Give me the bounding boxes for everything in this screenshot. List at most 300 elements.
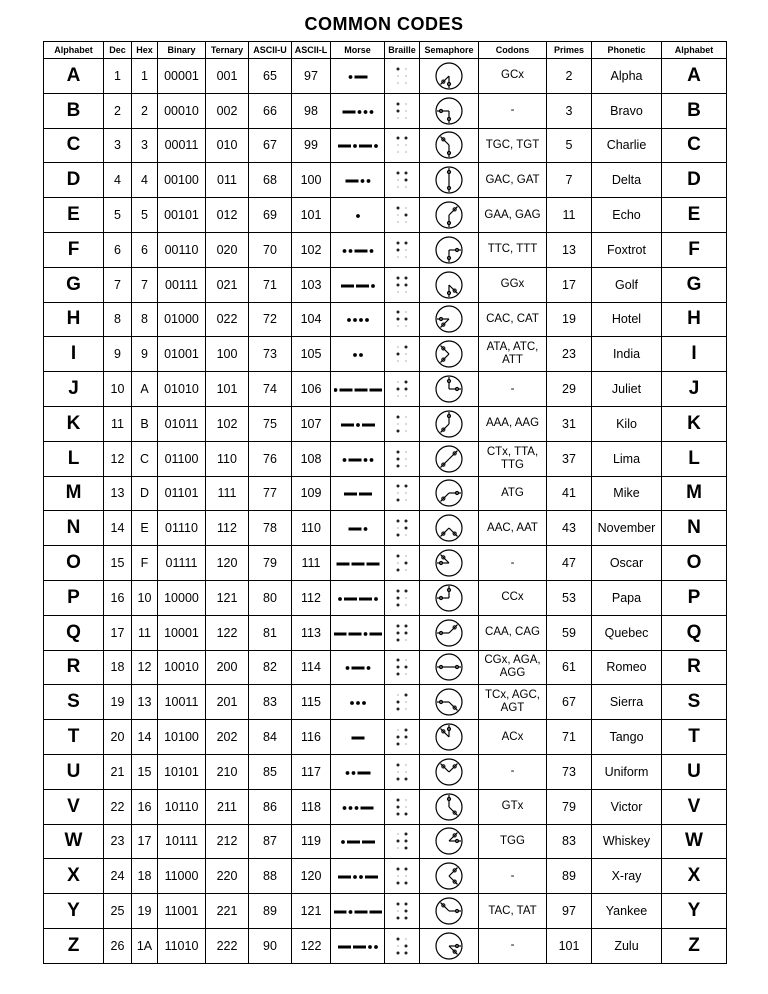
dec-cell: 4 [104,163,132,198]
morse-dash [351,667,364,670]
ascii-lower-cell: 108 [292,441,331,476]
morse-code-icon [334,802,382,812]
header-codons: Codons [479,42,547,59]
semaphore-icon [434,618,464,648]
braille-cell-icon [395,934,409,958]
table-row [44,441,727,476]
binary-cell: 10011 [158,685,206,720]
letter-cell-right: U [662,754,727,789]
hex-cell: 1 [132,59,158,94]
phonetic-cell: Echo [592,198,662,233]
header-ascii-u: ASCII-U [249,42,292,59]
semaphore-cell [420,59,479,94]
morse-dot [350,701,354,705]
morse-dot [334,388,337,392]
phonetic-cell: Papa [592,580,662,615]
codons-cell: - [479,859,547,894]
letter-cell-right: J [662,372,727,407]
braille-dot-flat [405,806,407,808]
morse-cell [331,302,385,337]
table-row [44,546,727,581]
letter-cell: Q [44,615,104,650]
morse-dot [369,249,373,253]
morse-dot [363,632,367,636]
codons-cell: - [479,546,547,581]
morse-dot [356,214,360,218]
table-row [44,232,727,267]
braille-dot-flat [405,743,407,745]
semaphore-cell [420,789,479,824]
hex-cell: 8 [132,302,158,337]
braille-dot-raised [397,137,400,140]
morse-dash [345,180,358,183]
ascii-upper-cell: 85 [249,754,292,789]
hex-cell: 13 [132,685,158,720]
phonetic-cell: Romeo [592,650,662,685]
morse-dot [359,319,363,323]
semaphore-icon [434,861,464,891]
semaphore-cell [420,685,479,720]
table-row [44,163,727,198]
braille-dot-raised [405,179,408,182]
codons-cell: - [479,372,547,407]
ascii-lower-cell: 97 [292,59,331,94]
morse-dash [341,423,354,426]
braille-dot-raised [405,694,408,697]
morse-dash [369,632,382,635]
prime-cell: 29 [547,372,592,407]
ascii-upper-cell: 74 [249,372,292,407]
ternary-cell: 220 [206,859,249,894]
braille-dot-raised [405,276,408,279]
ternary-cell: 010 [206,128,249,163]
dec-cell: 14 [104,511,132,546]
morse-dot [342,249,346,253]
ascii-upper-cell: 79 [249,546,292,581]
table-row [44,511,727,546]
table-row [44,337,727,372]
letter-cell-right: C [662,128,727,163]
braille-dot-raised [405,729,408,732]
letter-cell: G [44,267,104,302]
hex-cell: 5 [132,198,158,233]
ascii-upper-cell: 83 [249,685,292,720]
semaphore-cell [420,406,479,441]
braille-dot-raised [397,457,400,460]
letter-cell: N [44,511,104,546]
table-row [44,128,727,163]
morse-dash [353,945,366,948]
braille-cell [385,859,420,894]
prime-cell: 53 [547,580,592,615]
braille-cell [385,511,420,546]
letter-cell: I [44,337,104,372]
braille-dot-raised [397,318,400,321]
braille-cell-icon [395,829,409,853]
morse-code-icon [334,697,382,707]
morse-dot [341,841,345,845]
semaphore-icon [434,757,464,787]
letter-cell-right: X [662,859,727,894]
braille-cell-icon [395,133,409,157]
braille-cell-icon [395,516,409,540]
semaphore-cell [420,928,479,963]
morse-dash [348,458,361,461]
table-row [44,789,727,824]
dec-cell: 6 [104,232,132,267]
semaphore-icon [434,409,464,439]
morse-cell [331,894,385,929]
braille-dot-flat [405,569,407,571]
table-row [44,824,727,859]
semaphore-icon [434,896,464,926]
semaphore-cell [420,580,479,615]
prime-cell: 31 [547,406,592,441]
table-row [44,59,727,94]
morse-dot [342,806,346,810]
hex-cell: 4 [132,163,158,198]
prime-cell: 47 [547,546,592,581]
braille-dot-raised [405,241,408,244]
semaphore-cell [420,232,479,267]
semaphore-cell [420,546,479,581]
semaphore-icon [434,548,464,578]
braille-cell [385,59,420,94]
ascii-lower-cell: 117 [292,754,331,789]
morse-cell [331,163,385,198]
binary-cell: 10110 [158,789,206,824]
braille-dot-flat [405,360,407,362]
braille-dot-raised [405,840,408,843]
braille-cell-icon [395,168,409,192]
ascii-lower-cell: 115 [292,685,331,720]
braille-dot-raised [405,944,408,947]
braille-dot-raised [397,464,400,467]
braille-cell [385,302,420,337]
binary-cell: 01001 [158,337,206,372]
braille-dot-raised [397,951,400,954]
semaphore-cell [420,372,479,407]
semaphore-icon [434,444,464,474]
page-title: COMMON CODES [304,14,464,34]
morse-code-icon [334,628,382,638]
hex-cell: A [132,372,158,407]
prime-cell: 2 [547,59,592,94]
table-row [44,754,727,789]
phonetic-cell: Lima [592,441,662,476]
letter-cell-right: N [662,511,727,546]
phonetic-cell: Golf [592,267,662,302]
codons-cell: ATG [479,476,547,511]
braille-cell [385,163,420,198]
table-row [44,198,727,233]
braille-dot-flat [405,395,407,397]
phonetic-cell: Tango [592,720,662,755]
morse-code-icon [334,767,382,777]
morse-dash [339,389,352,392]
morse-dash [359,145,372,148]
morse-dot [347,319,351,323]
braille-dot-flat [397,186,399,188]
braille-dot-flat [397,291,399,293]
morse-cell [331,859,385,894]
braille-dot-flat [405,458,407,460]
letter-cell-right: V [662,789,727,824]
morse-cell [331,824,385,859]
ascii-lower-cell: 121 [292,894,331,929]
binary-cell: 10010 [158,650,206,685]
codons-cell: TGC, TGT [479,128,547,163]
braille-dot-flat [397,492,399,494]
semaphore-icon [434,96,464,126]
braille-dot-raised [405,283,408,286]
phonetic-cell: Victor [592,789,662,824]
braille-dot-raised [405,137,408,140]
braille-dot-raised [397,659,400,662]
codons-cell: GAC, GAT [479,163,547,198]
dec-cell: 3 [104,128,132,163]
morse-dash [366,563,379,566]
morse-dot [363,527,367,531]
letter-cell-right: L [662,441,727,476]
letter-cell: X [44,859,104,894]
letter-cell: A [44,59,104,94]
morse-dash [354,75,367,78]
header-primes: Primes [547,42,592,59]
braille-dot-raised [397,666,400,669]
header-morse: Morse [331,42,385,59]
braille-dot-raised [397,673,400,676]
header-phonetic: Phonetic [592,42,662,59]
braille-dot-raised [397,805,400,808]
dec-cell: 24 [104,859,132,894]
ascii-lower-cell: 107 [292,406,331,441]
ascii-upper-cell: 86 [249,789,292,824]
morse-dot [363,110,367,114]
braille-dot-raised [397,840,400,843]
morse-dot [353,319,357,323]
braille-cell [385,685,420,720]
dec-cell: 12 [104,441,132,476]
ascii-upper-cell: 87 [249,824,292,859]
braille-dot-flat [397,346,399,348]
braille-dot-raised [405,951,408,954]
braille-cell-icon [395,238,409,262]
ternary-cell: 122 [206,615,249,650]
morse-code-icon [334,280,382,290]
morse-cell [331,615,385,650]
table-row [44,720,727,755]
phonetic-cell: X-ray [592,859,662,894]
phonetic-cell: November [592,511,662,546]
ascii-upper-cell: 70 [249,232,292,267]
ternary-cell: 111 [206,476,249,511]
braille-dot-raised [397,812,400,815]
morse-code-icon [334,558,382,568]
hex-cell: 19 [132,894,158,929]
morse-code-icon [334,871,382,881]
braille-dot-raised [405,381,408,384]
braille-dot-raised [397,743,400,746]
braille-dot-flat [405,465,407,467]
braille-cell-icon [395,412,409,436]
table-row [44,650,727,685]
braille-cell [385,789,420,824]
morse-dot [369,458,373,462]
prime-cell: 59 [547,615,592,650]
ascii-lower-cell: 104 [292,302,331,337]
codons-cell: CTx, TTA, TTG [479,441,547,476]
morse-dash [338,145,351,148]
braille-dot-raised [405,882,408,885]
binary-cell: 11010 [158,928,206,963]
braille-dot-raised [397,638,400,641]
braille-cell [385,650,420,685]
morse-cell [331,232,385,267]
dec-cell: 13 [104,476,132,511]
codons-cell: GGx [479,267,547,302]
braille-cell-icon [395,273,409,297]
morse-dot [348,249,352,253]
braille-cell-icon [395,342,409,366]
phonetic-cell: Uniform [592,754,662,789]
braille-dot-flat [397,395,399,397]
braille-dot-raised [405,214,408,217]
letter-cell: Y [44,894,104,929]
hex-cell: E [132,511,158,546]
braille-dot-raised [405,917,408,920]
hex-cell: 12 [132,650,158,685]
braille-dot-flat [405,701,407,703]
braille-dot-raised [405,847,408,850]
letter-cell: V [44,789,104,824]
semaphore-cell [420,302,479,337]
morse-dot [353,353,357,357]
braille-dot-raised [397,276,400,279]
ascii-lower-cell: 102 [292,232,331,267]
phonetic-cell: Foxtrot [592,232,662,267]
braille-cell [385,93,420,128]
braille-dot-raised [397,102,400,105]
header-dec: Dec [104,42,132,59]
braille-dot-flat [397,381,399,383]
braille-dot-raised [397,631,400,634]
prime-cell: 3 [547,93,592,128]
braille-dot-flat [405,68,407,70]
letter-cell: Z [44,928,104,963]
binary-cell: 00001 [158,59,206,94]
morse-code-icon [334,106,382,116]
dec-cell: 1 [104,59,132,94]
semaphore-icon [434,374,464,404]
phonetic-cell: India [592,337,662,372]
braille-dot-flat [405,144,407,146]
semaphore-cell [420,859,479,894]
dec-cell: 8 [104,302,132,337]
morse-cell [331,337,385,372]
dec-cell: 7 [104,267,132,302]
braille-dot-raised [397,450,400,453]
morse-code-icon [334,836,382,846]
braille-dot-raised [397,777,400,780]
prime-cell: 89 [547,859,592,894]
codons-cell: - [479,93,547,128]
morse-dash [334,632,347,635]
ternary-cell: 211 [206,789,249,824]
morse-cell [331,928,385,963]
letter-cell: W [44,824,104,859]
braille-dot-raised [405,666,408,669]
semaphore-icon [434,687,464,717]
letter-cell: K [44,406,104,441]
braille-cell-icon [395,899,409,923]
braille-dot-flat [405,151,407,153]
letter-cell-right: I [662,337,727,372]
ascii-upper-cell: 66 [249,93,292,128]
codons-cell: - [479,754,547,789]
braille-dot-flat [397,562,399,564]
hex-cell: 11 [132,615,158,650]
codons-cell: TCx, AGC, AGT [479,685,547,720]
braille-dot-flat [405,353,407,355]
morse-dot [348,75,352,79]
dec-cell: 11 [104,406,132,441]
braille-dot-raised [397,207,400,210]
ascii-upper-cell: 84 [249,720,292,755]
letter-cell: U [44,754,104,789]
morse-dash [351,563,364,566]
morse-code-icon [334,593,382,603]
morse-code-icon [334,941,382,951]
prime-cell: 97 [547,894,592,929]
braille-dot-flat [405,430,407,432]
braille-dot-flat [405,221,407,223]
ascii-lower-cell: 113 [292,615,331,650]
braille-dot-raised [405,318,408,321]
table-row [44,267,727,302]
letter-cell: O [44,546,104,581]
binary-cell: 10001 [158,615,206,650]
binary-cell: 00111 [158,267,206,302]
braille-dot-flat [405,75,407,77]
morse-cell [331,580,385,615]
letter-cell-right: G [662,267,727,302]
letter-cell-right: A [662,59,727,94]
semaphore-icon [434,513,464,543]
letter-cell: F [44,232,104,267]
codons-cell: - [479,928,547,963]
morse-cell [331,59,385,94]
braille-dot-raised [397,882,400,885]
morse-code-icon [334,419,382,429]
phonetic-cell: Mike [592,476,662,511]
ascii-upper-cell: 69 [249,198,292,233]
letter-cell-right: K [662,406,727,441]
braille-dot-raised [397,311,400,314]
braille-dot-flat [405,764,407,766]
codons-cell: CCx [479,580,547,615]
codons-cell: AAC, AAT [479,511,547,546]
prime-cell: 19 [547,302,592,337]
morse-code-icon [334,71,382,81]
letter-cell: P [44,580,104,615]
prime-cell: 11 [547,198,592,233]
ascii-lower-cell: 101 [292,198,331,233]
prime-cell: 13 [547,232,592,267]
binary-cell: 01101 [158,476,206,511]
braille-dot-raised [405,910,408,913]
morse-dot [348,806,352,810]
